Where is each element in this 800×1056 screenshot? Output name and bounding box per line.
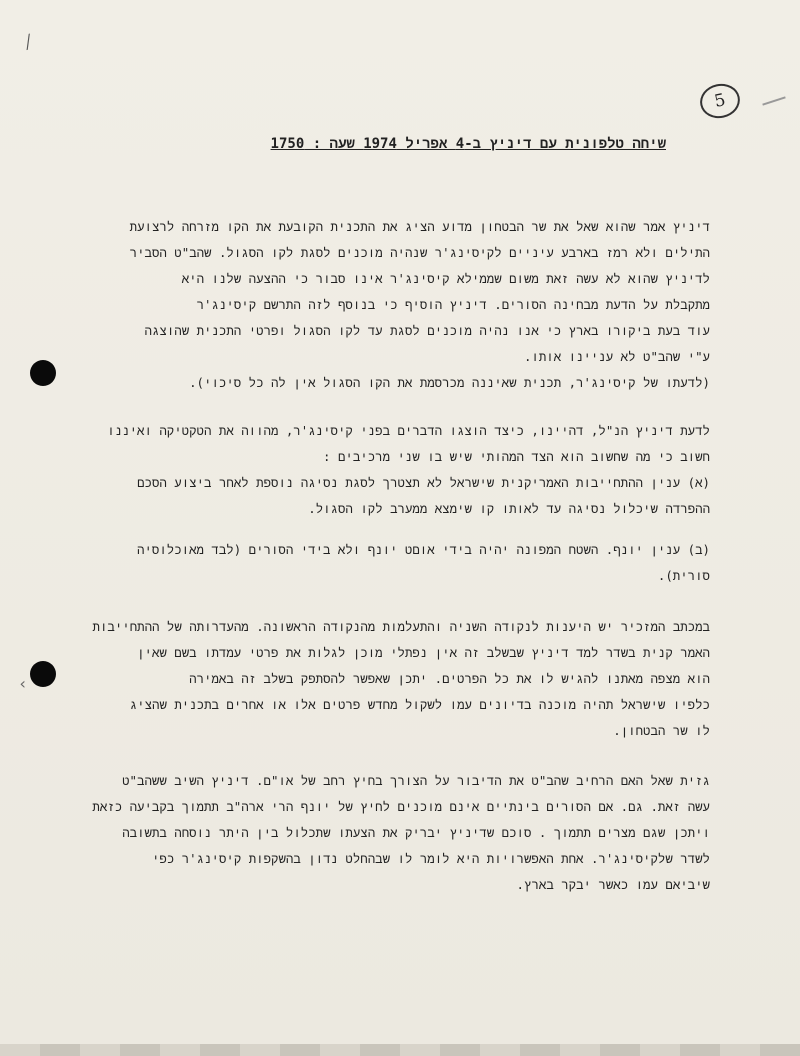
text-line: שיביאם עמו כאשר יבקר בארץ. [516, 877, 710, 892]
paragraph-5 [90, 768, 710, 898]
text-line: במכתב המזכיר יש היענות לנקודה השניה והתעלמות מהנקודה הראשונה. מהעדרותה של ההתחייבות [92, 619, 710, 634]
text-line: (א) ענין ההתחייבות האמריקנית שישראל לא תצטרך לסגת נסיגה נוספת לאחר ביצוע הסכם [137, 475, 710, 490]
text-line: לשדר שלקיסינג'ר. אחת האפשרויות היא לומר לו שבהחלט נדון בהשקפות קיסינג'ר כפי [151, 851, 710, 866]
pen-mark: ⁄ [17, 28, 39, 57]
text-line: (לדעתו של קיסינג'ר, תכנית שאיננה מכרסמת את הקו הסגול אין לה כל סיכוי). [189, 375, 710, 390]
text-line: חשוב כי מה שחשוב הוא הצד המהותי שיש בו שני מרכיבים : [323, 449, 710, 464]
text-line: דיניץ אמר שהוא שאל את שר הבטחון מדוע הציג את התכנית הקובעת את הקו מזרחה לרצועת [129, 219, 710, 234]
document-title: שיחה טלפונית עם דיניץ ב-4 אפריל 1974 שעה : 1750 [270, 136, 666, 152]
text-line: התילים ולא רמז בארבע עיניים לקיסינג'ר שנהיה מוכנים לסגת לקו הסגול. שהב"ט הסביר [129, 245, 710, 260]
pen-stroke [762, 96, 785, 105]
text-line: לדיניץ שהוא לא עשה זאת משום שממילא קיסינג'ר אינו סבור כי ההצעה שלנו היא [181, 271, 710, 286]
pen-mark: ‹ [18, 674, 28, 693]
text-line: מתקבלת על הדעת מבחינה הסורים. דיניץ הוסיף כי בנוסף לזה התרשם קיסינג'ר [196, 297, 710, 312]
text-line: הוא מצפה מאתנו להגיש לו את כל הפרטים. יתכן שאפשר להסתפק בשלב זה באמירה [189, 671, 710, 686]
text-line: (ב) ענין יונף. השטח המפונה יהיה בידי אוםט יונף ולא בידי הסורים (לבד מאוכלוסיה [137, 542, 710, 557]
text-line: ע"י שהב"ט לא עניינו אותו. [523, 349, 710, 364]
text-line: האמר קנית בשדר למד דיניץ שבשלב זה אין נפתלי מוכן לגלות את פרטי עמדתו בשם שאין [137, 645, 710, 660]
paragraph-3 [90, 537, 710, 589]
scan-edge [0, 1044, 800, 1056]
text-line: סורית). [657, 568, 710, 583]
paragraph-1 [90, 214, 710, 396]
paragraph-4 [90, 614, 710, 744]
punch-hole-top [30, 360, 56, 386]
punch-hole-bottom [30, 661, 56, 687]
text-line: ההפרדה שיכלול נסיגה עד לאותו קו שימצא ממערב לקו הסגול. [308, 501, 710, 516]
text-line: ויתכן שגם מצרים תתמוך . סוכם שדיניץ יבריק את הצעתו שתכלול בין היתר נוסחה בתשובה [122, 825, 710, 840]
paragraph-2 [90, 418, 710, 522]
text-line: עוד בעת ביקורו בארץ כי אנו נהיה מוכנים לסגת עד לקו הסגול ופרטי התכנית שהוצגה [144, 323, 710, 338]
text-line: גזית שאל האם הרחיב שהב"ט את הדיבור על הצורך בחיץ רחב של או"ם. דיניץ השיב ששהב"ט [122, 773, 710, 788]
text-line: לדעת דיניץ הנ"ל, דהיינו, כיצד הוצגו הדברים בפני קיסינג'ר, מהווה את הטקטיקה ואיננו [107, 423, 710, 438]
text-line: לו שר הבטחון. [613, 723, 710, 738]
text-line: כלפיו שישראל תהיה מוכנה בדיונים עמו לשקול מחדש פרטים אלו או אחרים בתכנית שהציג [129, 697, 710, 712]
page-number-circle: 5 [697, 80, 743, 122]
text-line: עשה זאת. גם. אם הסורים בינתיים אינם מוכנים לחיץ של יונף הרי ארה"ב תתמוך בקביעה כזאת [92, 799, 710, 814]
